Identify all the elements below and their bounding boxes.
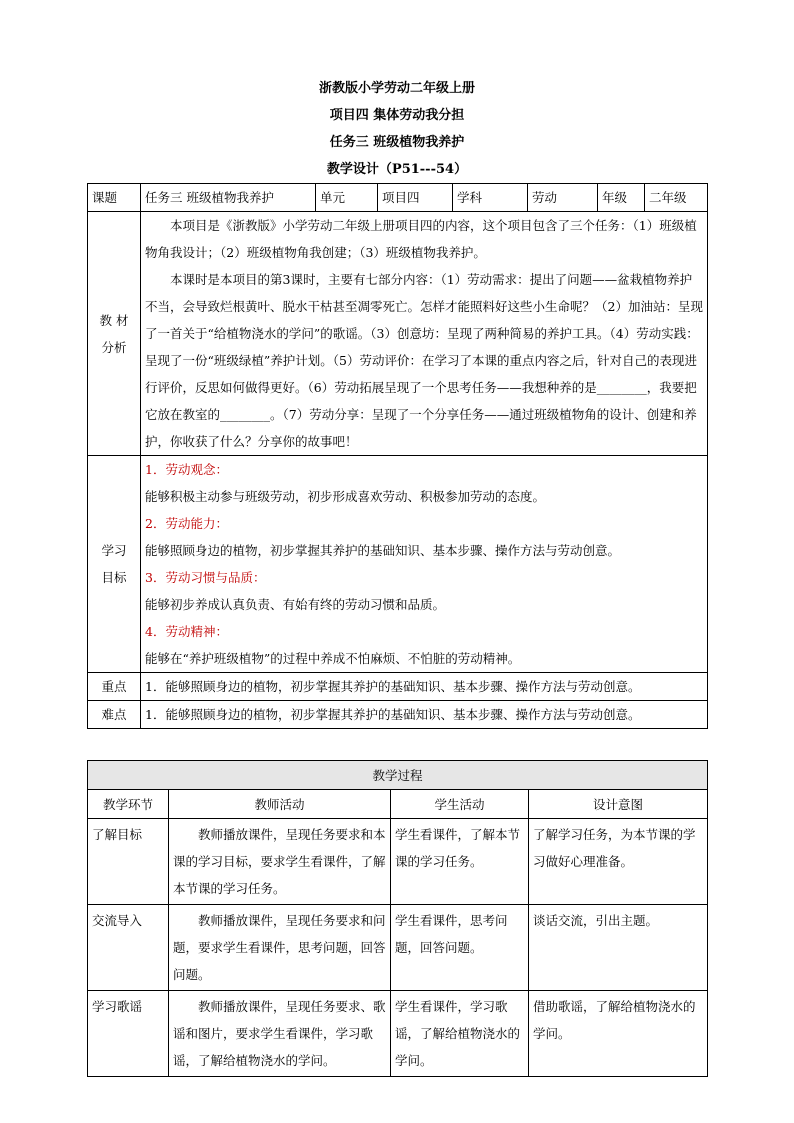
process-title-row [88,761,708,790]
difficult-point-row [88,701,708,729]
analysis-label-line1: 教 材 [99,312,129,328]
process-title: 教学过程 [88,761,708,790]
teacher-activity: 教师播放课件，呈现任务要求、歌谣和图片，要求学生看课件，学习歌谣，了解给植物浇水的学问。 [169,991,391,1077]
design-intent: 谈话交流，引出主题。 [529,905,708,991]
analysis-content [141,212,708,456]
column-header-student: 学生活动 [391,790,529,819]
goals-content [141,456,708,673]
analysis-label [88,212,141,456]
key-point-label: 重点 [88,673,141,701]
subject-label: 学科 [453,184,528,212]
difficult-point-text: 1．能够照顾身边的植物，初步掌握其养护的基础知识、基本步骤、操作方法与劳动创意。 [141,701,708,729]
grade-label: 年级 [598,184,645,212]
info-row [88,184,708,212]
table-row [88,905,708,991]
key-point-text: 1．能够照顾身边的植物，初步掌握其养护的基础知识、基本步骤、操作方法与劳动创意。 [141,673,708,701]
step-name: 了解目标 [88,819,169,905]
table-row [88,991,708,1077]
analysis-label-line2: 分析 [101,339,127,355]
doc-title-design: 教学设计（P51---54） [326,162,468,177]
goals-label [88,456,141,673]
goals-row [88,456,708,673]
goal-title: 3．劳动习惯与品质： [145,570,266,585]
step-name: 学习歌谣 [88,991,169,1077]
teacher-activity: 教师播放课件，呈现任务要求和本课的学习目标，要求学生看课件，了解本节课的学习任务。 [169,819,391,905]
goal-text: 能够初步养成认真负责、有始有终的劳动习惯和品质。 [145,597,446,612]
topic-value: 任务三 班级植物我养护 [141,184,316,212]
goal-title: 2．劳动能力： [145,516,228,531]
goal-title: 1．劳动观念： [145,462,228,477]
goal-text: 能够积极主动参与班级劳动，初步形成喜欢劳动、积极参加劳动的态度。 [145,489,546,504]
column-header-step: 教学环节 [88,790,169,819]
design-intent: 了解学习任务，为本节课的学习做好心理准备。 [529,819,708,905]
table-row [88,819,708,905]
subject-value: 劳动 [528,184,598,212]
design-intent: 借助歌谣，了解给植物浇水的学问。 [529,991,708,1077]
goals-label-line2: 目标 [101,570,127,585]
teacher-activity: 教师播放课件，呈现任务要求和问题，要求学生看课件，思考问题，回答问题。 [169,905,391,991]
difficult-point-label: 难点 [88,701,141,729]
step-name: 交流导入 [88,905,169,991]
column-header-teacher: 教师活动 [169,790,391,819]
process-table [87,760,708,1077]
process-header-row [88,790,708,819]
lesson-info-table [87,183,708,729]
analysis-row [88,212,708,456]
column-header-intent: 设计意图 [529,790,708,819]
goals-label-line1: 学习 [101,543,127,558]
goal-text: 能够在“养护班级植物”的过程中养成不怕麻烦、不怕脏的劳动精神。 [145,651,521,666]
goal-text: 能够照顾身边的植物，初步掌握其养护的基础知识、基本步骤、操作方法与劳动创意。 [145,543,621,558]
unit-label: 单元 [316,184,378,212]
key-point-row [88,673,708,701]
grade-value: 二年级 [645,184,708,212]
topic-label: 课题 [88,184,141,212]
student-activity: 学生看课件，了解本节课的学习任务。 [391,819,529,905]
doc-title-project: 项目四 集体劳动我分担 [329,108,465,123]
student-activity: 学生看课件，思考问题，回答问题。 [391,905,529,991]
student-activity: 学生看课件，学习歌谣，了解给植物浇水的学问。 [391,991,529,1077]
doc-title-task: 任务三 班级植物我养护 [329,135,465,150]
goal-title: 4．劳动精神： [145,624,228,639]
analysis-paragraph-1: 本项目是《浙教版》小学劳动二年级上册项目四的内容，这个项目包含了三个任务：（1）班级植物角我设计；（2）班级植物角我创建；（3）班级植物我养护。 [145,218,697,260]
unit-value: 项目四 [378,184,453,212]
doc-title-series: 浙教版小学劳动二年级上册 [318,81,475,96]
analysis-paragraph-2: 本课时是本项目的第3课时，主要有七部分内容：（1）劳动需求：提出了问题——盆栽植物养护不当，会导致烂根黄叶、脱水干枯甚至凋零死亡。怎样才能照料好这些小生命呢？（2）加油站：呈现了一首关于“给植物浇水的学问”的歌谣。（3）创意坊：呈现了两种简易的养护工具。（4）劳动实践：呈现了一份“班级绿植”养护计划。（5）劳动评价：在学习了本课的重点内容之后，针对自己的表现进行评价，反思如何做得更好。（6）劳动拓展呈现了一个思考任务——我想种养的是________，我要把它放在教室的________。（7）劳动分享：呈现了一个分享任务——通过班级植物角的设计、创建和养护，你收获了什么？分享你的故事吧！ [145,272,703,449]
